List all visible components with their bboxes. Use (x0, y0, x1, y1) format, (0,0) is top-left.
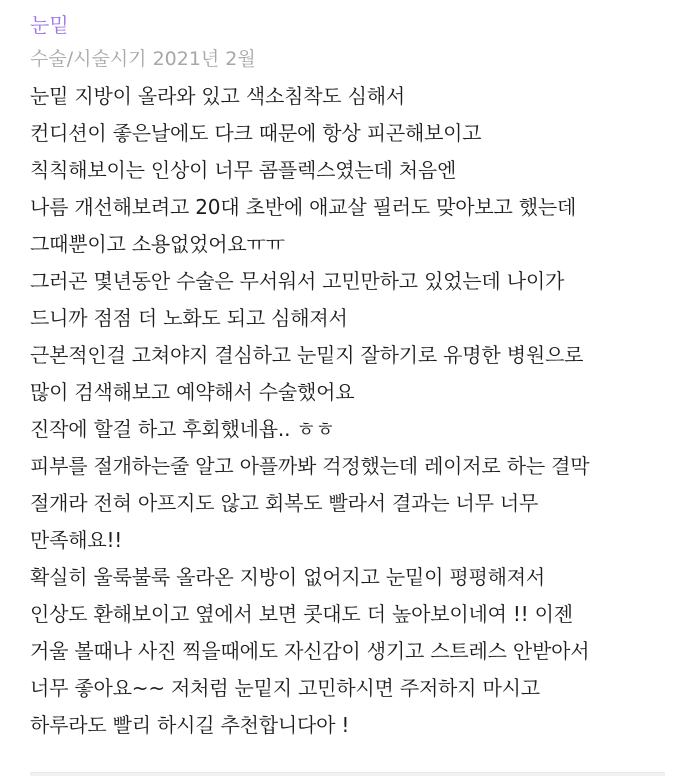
review-body-line: 피부를 절개하는줄 알고 아플까봐 걱정했는데 레이저로 하는 결막 (30, 454, 590, 478)
review-body-line: 근본적인걸 고쳐야지 결심하고 눈밑지 잘하기로 유명한 병원으로 (30, 343, 584, 367)
bottom-divider (30, 772, 665, 776)
review-body-line: 거울 볼때나 사진 찍을때에도 자신감이 생기고 스트레스 안받아서 (30, 639, 590, 663)
procedure-date: 수술/시술시기 2021년 2월 (30, 48, 256, 70)
review-body-line: 나름 개선해보려고 20대 초반에 애교살 필러도 맞아보고 했는데 (30, 195, 577, 219)
review-body-line: 칙칙해보이는 인상이 너무 콤플렉스였는데 처음엔 (30, 158, 457, 182)
review-body-line: 만족해요!! (30, 528, 123, 552)
review-body-line: 그러곤 몇년동안 수술은 무서워서 고민만하고 있었는데 나이가 (30, 269, 565, 293)
review-body-line: 컨디션이 좋은날에도 다크 때문에 항상 피곤해보이고 (30, 121, 482, 145)
review-body-line: 확실히 울룩불룩 올라온 지방이 없어지고 눈밑이 평평해져서 (30, 565, 545, 589)
review-category-label[interactable]: 눈밑 (30, 13, 69, 37)
review-body-line: 눈밑 지방이 올라와 있고 색소침착도 심해서 (30, 84, 405, 108)
review-body-line: 많이 검색해보고 예약해서 수술했어요 (30, 380, 355, 404)
review-body-line: 진작에 할걸 하고 후회했네욥.. ㅎㅎ (30, 417, 335, 441)
review-body-line: 그때뿐이고 소용없었어요ㅠㅠ (30, 232, 285, 256)
review-body-line: 너무 좋아요~~ 저처럼 눈밑지 고민하시면 주저하지 마시고 (30, 676, 540, 700)
review-body-line: 인상도 환해보이고 옆에서 보면 콧대도 더 높아보이네여 !! 이젠 (30, 602, 573, 626)
review-body-line: 드니까 점점 더 노화도 되고 심해져서 (30, 306, 348, 330)
review-body-line: 하루라도 빨리 하시길 추천합니다아 ! (30, 713, 350, 737)
review-body (30, 78, 689, 744)
review-body-line: 절개라 전혀 아프지도 않고 회복도 빨라서 결과는 너무 너무 (30, 491, 539, 515)
